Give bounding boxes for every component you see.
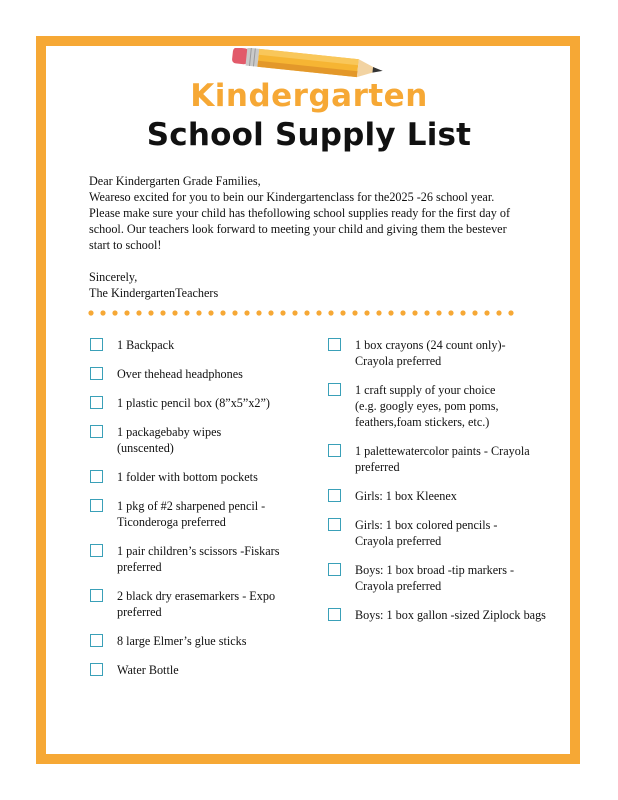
checkbox-icon[interactable] (90, 396, 103, 409)
list-item (90, 395, 310, 411)
letter-body: Weareso excited for you to bein our Kindergartenclass for the2025 -26 school year. Please make sure your child has thefollowing school supplies ready for the first day of school. Our teachers look forward to meeting your child and giving them the bestever start to school! (89, 190, 511, 252)
item-text: Water Bottle (117, 663, 179, 677)
divider-dot (220, 310, 225, 315)
divider-dot (412, 310, 417, 315)
list-item (90, 366, 310, 382)
divider-dot (88, 310, 93, 315)
divider-dot (208, 310, 213, 315)
divider-dot (100, 310, 105, 315)
divider-dot (232, 310, 237, 315)
welcome-letter (89, 173, 519, 301)
list-item (90, 662, 310, 678)
divider-dot (160, 310, 165, 315)
divider-dot (148, 310, 153, 315)
divider-dot (292, 310, 297, 315)
list-item (328, 562, 553, 594)
checkbox-icon[interactable] (328, 338, 341, 351)
list-item (328, 488, 528, 504)
checkbox-icon[interactable] (90, 499, 103, 512)
divider-dot (388, 310, 393, 315)
item-text: 1 packagebaby wipes (unscented) (117, 425, 222, 455)
item-text: Boys: 1 box gallon -sized Ziplock bags (355, 608, 546, 622)
item-text: Over thehead headphones (117, 367, 243, 381)
dotted-divider (88, 309, 520, 317)
checkbox-icon[interactable] (328, 489, 341, 502)
divider-dot (328, 310, 333, 315)
list-item (90, 498, 312, 530)
list-item (328, 443, 530, 475)
item-text: 1 box crayons (24 count only)- Crayola preferred (355, 338, 506, 368)
item-text: Girls: 1 box Kleenex (355, 489, 457, 503)
checkbox-icon[interactable] (328, 518, 341, 531)
divider-dot (316, 310, 321, 315)
item-text: 1 palettewatercolor paints - Crayola preferred (355, 444, 530, 474)
divider-dot (436, 310, 441, 315)
divider-dot (340, 310, 345, 315)
letter-signature: The KindergartenTeachers (89, 286, 219, 300)
checkbox-icon[interactable] (328, 444, 341, 457)
list-item (90, 469, 310, 485)
list-item (328, 607, 555, 623)
divider-dot (112, 310, 117, 315)
list-item (328, 337, 525, 369)
divider-dot (376, 310, 381, 315)
checkbox-icon[interactable] (90, 367, 103, 380)
divider-dot (424, 310, 429, 315)
checkbox-icon[interactable] (90, 425, 103, 438)
item-text: 8 large Elmer’s glue sticks (117, 634, 247, 648)
list-item (328, 517, 530, 549)
divider-dot (484, 310, 489, 315)
checkbox-icon[interactable] (90, 470, 103, 483)
divider-dot (196, 310, 201, 315)
checkbox-icon[interactable] (328, 608, 341, 621)
checkbox-icon[interactable] (328, 563, 341, 576)
checkbox-icon[interactable] (90, 589, 103, 602)
item-text: 1 Backpack (117, 338, 175, 352)
divider-dot (508, 310, 513, 315)
divider-dot (460, 310, 465, 315)
item-text: 1 plastic pencil box (8”x5”x2”) (117, 396, 270, 410)
checkbox-icon[interactable] (90, 338, 103, 351)
divider-dot (364, 310, 369, 315)
divider-dot (448, 310, 453, 315)
divider-dot (400, 310, 405, 315)
letter-greeting: Dear Kindergarten Grade Families, (89, 174, 261, 188)
divider-dot (184, 310, 189, 315)
divider-dot (268, 310, 273, 315)
title-school-supply-list: School Supply List (146, 117, 472, 153)
checkbox-icon[interactable] (328, 383, 341, 396)
list-item (90, 543, 317, 575)
checkbox-icon[interactable] (90, 634, 103, 647)
item-text: 1 craft supply of your choice (e.g. googly eyes, pom poms, feathers,foam stickers, etc.) (355, 383, 499, 429)
supply-list-left (90, 337, 310, 678)
divider-dot (172, 310, 177, 315)
item-text: 1 pkg of #2 sharpened pencil - Ticonderoga preferred (117, 499, 266, 529)
letter-closing: Sincerely, (89, 270, 138, 284)
item-text: Boys: 1 box broad -tip markers - Crayola preferred (355, 563, 515, 593)
divider-dot (472, 310, 477, 315)
divider-dot (280, 310, 285, 315)
divider-dot (244, 310, 249, 315)
supply-list-right (328, 337, 546, 623)
item-text: 1 folder with bottom pockets (117, 470, 258, 484)
item-text: Girls: 1 box colored pencils - Crayola preferred (355, 518, 498, 548)
list-item (328, 382, 520, 430)
checkbox-icon[interactable] (90, 663, 103, 676)
divider-dot (496, 310, 501, 315)
divider-dot (304, 310, 309, 315)
divider-dot (136, 310, 141, 315)
title-kindergarten: Kindergarten (190, 78, 428, 114)
checkbox-icon[interactable] (90, 544, 103, 557)
list-item (90, 633, 310, 649)
divider-dot (256, 310, 261, 315)
list-item (90, 588, 317, 620)
pencil-icon (228, 48, 388, 80)
list-item (90, 337, 310, 353)
item-text: 1 pair children’s scissors -Fiskars preferred (117, 544, 280, 574)
list-item (90, 424, 277, 456)
item-text: 2 black dry erasemarkers - Expo preferred (117, 589, 276, 619)
divider-dot (352, 310, 357, 315)
divider-dot (124, 310, 129, 315)
